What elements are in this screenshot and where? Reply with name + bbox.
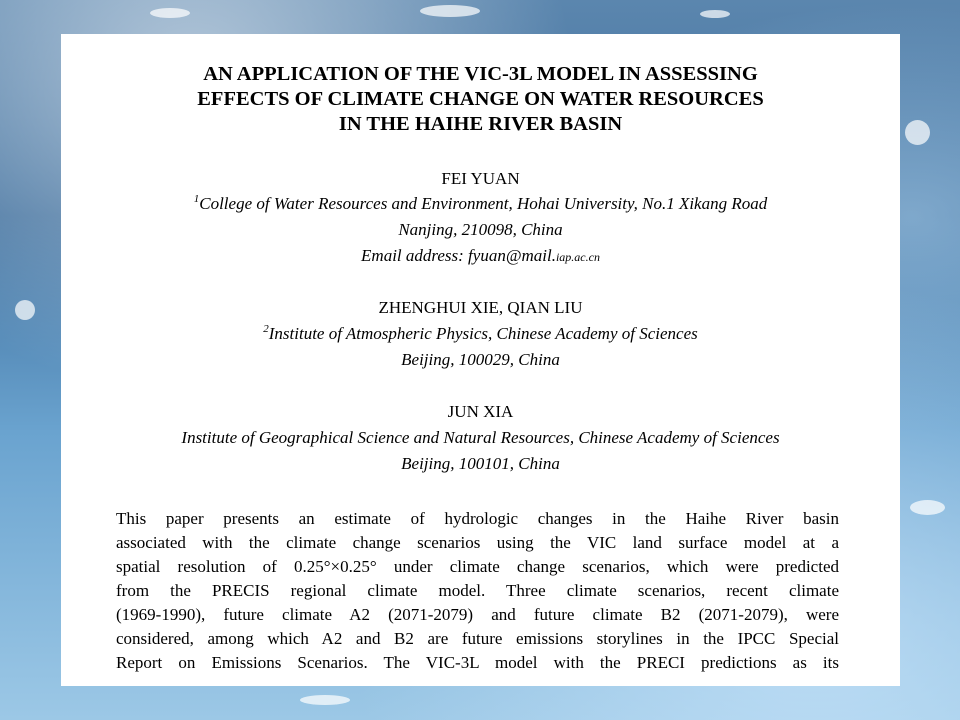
paper-title-line: IN THE HAIHE RIVER BASIN bbox=[338, 113, 623, 135]
background-sparkle bbox=[905, 120, 930, 145]
affiliation-text: College of Water Resources and Environment, Hohai University, No.1 Xikang Road bbox=[199, 194, 768, 213]
abstract-line: (1969-1990), future climate A2 (2071-2079) and future climate B2 (2071-2079), were bbox=[116, 605, 839, 624]
background-sparkle bbox=[700, 10, 730, 18]
author-city: Beijing, 100101, China bbox=[401, 454, 560, 473]
background-sparkle bbox=[420, 5, 480, 17]
affiliation-superscript: 1 bbox=[193, 193, 200, 205]
paper-page bbox=[61, 34, 900, 686]
affiliation-superscript: 2 bbox=[263, 323, 269, 335]
abstract-line: associated with the climate change scenarios using the VIC land surface model at a bbox=[116, 533, 839, 552]
paper-title-line: AN APPLICATION OF THE VIC-3L MODEL IN ASSESSING bbox=[203, 63, 758, 85]
author-affiliation bbox=[61, 194, 900, 214]
author-affiliation: Institute of Geographical Science and Natural Resources, Chinese Academy of Sciences bbox=[181, 428, 780, 447]
abstract-line: Report on Emissions Scenarios. The VIC-3L model with the PRECI predictions as its bbox=[116, 653, 839, 672]
author-name: FEI YUAN bbox=[441, 169, 520, 188]
author-city: Nanjing, 210098, China bbox=[398, 220, 563, 239]
email-prefix: Email address: fyuan@mail. bbox=[361, 246, 556, 265]
author-name: ZHENGHUI XIE, QIAN LIU bbox=[378, 298, 583, 317]
affiliation-text: Institute of Atmospheric Physics, Chinese Academy of Sciences bbox=[268, 324, 698, 343]
abstract-line: from the PRECIS regional climate model. Three climate scenarios, recent climate bbox=[116, 581, 839, 600]
author-name: JUN XIA bbox=[447, 402, 514, 421]
paper-title-line: EFFECTS OF CLIMATE CHANGE ON WATER RESOURCES bbox=[197, 88, 764, 110]
abstract-line: This paper presents an estimate of hydrologic changes in the Haihe River basin bbox=[116, 509, 839, 528]
abstract-line: considered, among which A2 and B2 are future emissions storylines in the IPCC Special bbox=[116, 629, 839, 648]
background-sparkle bbox=[300, 695, 350, 705]
background-sparkle bbox=[15, 300, 35, 320]
email-domain: iap.ac.cn bbox=[555, 250, 600, 264]
author-affiliation bbox=[61, 324, 900, 344]
author-email bbox=[61, 246, 900, 267]
abstract-line: spatial resolution of 0.25°×0.25° under climate change scenarios, which were predicted bbox=[116, 557, 839, 576]
author-city: Beijing, 100029, China bbox=[401, 350, 560, 369]
background-sparkle bbox=[910, 500, 945, 515]
background-sparkle bbox=[150, 8, 190, 18]
